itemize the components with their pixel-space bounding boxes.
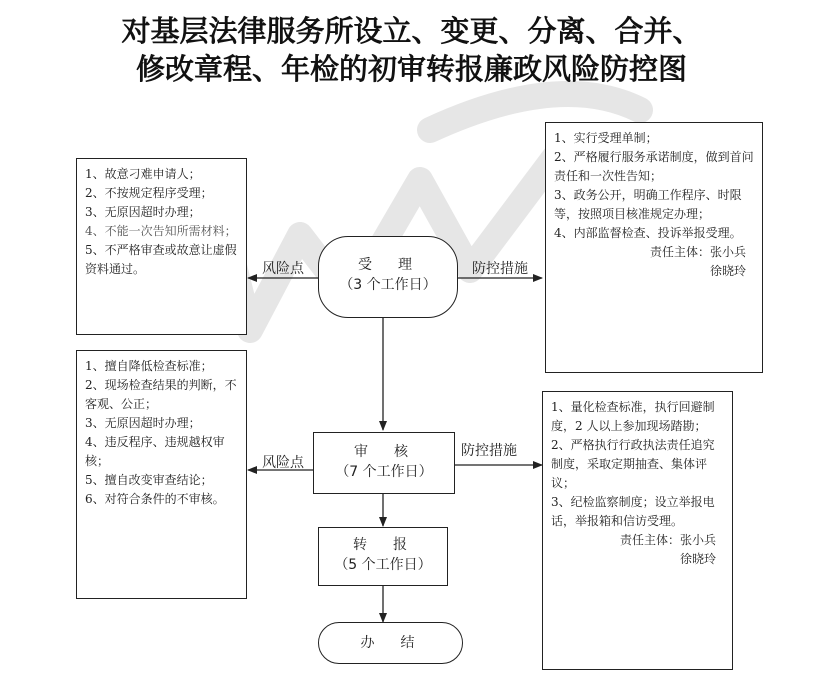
risk-item: 5、擅自改变审查结论； bbox=[85, 473, 213, 487]
label-control-2: 防控措施 bbox=[461, 443, 517, 459]
control-box-accept bbox=[545, 122, 763, 373]
risk-item: 6、对符合条件的不审核。 bbox=[85, 492, 225, 506]
node-accept bbox=[318, 236, 458, 318]
risk-item: 2、现场检查结果的判断，不客观、公正； bbox=[85, 378, 237, 411]
node-report-name: 转 报 bbox=[353, 537, 413, 553]
risk-item: 1、故意刁难申请人； bbox=[85, 167, 201, 181]
node-report-days: （5 个工作日） bbox=[334, 557, 432, 573]
control-item: 1、量化检查标准，执行回避制度，2 人以上参加现场踏勘； bbox=[551, 400, 715, 433]
control-item: 2、严格执行行政执法责任追究制度，采取定期抽查、集体评议； bbox=[551, 438, 715, 490]
node-review-name: 审 核 bbox=[354, 444, 414, 460]
control-item: 2、严格履行服务承诺制度，做到首问责任和一次性告知； bbox=[554, 150, 754, 183]
node-end bbox=[318, 622, 463, 664]
node-accept-days: （3 个工作日） bbox=[339, 277, 437, 293]
responsible-party-2: 徐晓玲 bbox=[709, 264, 746, 278]
control-item: 3、纪检监察制度；设立举报电话，举报箱和信访受理。 bbox=[551, 495, 715, 528]
risk-item: 3、无原因超时办理； bbox=[85, 416, 201, 430]
risk-item: 3、无原因超时办理； bbox=[85, 205, 201, 219]
node-end-name: 办 结 bbox=[360, 635, 421, 651]
control-item: 4、内部监督检查、投诉举报受理。 bbox=[554, 226, 742, 240]
label-risk-1: 风险点 bbox=[262, 261, 304, 277]
risk-item: 1、擅自降低检查标准； bbox=[85, 359, 213, 373]
label-control-1: 防控措施 bbox=[472, 261, 528, 277]
risk-box-accept bbox=[76, 158, 247, 335]
node-review-days: （7 个工作日） bbox=[335, 464, 433, 480]
control-box-review bbox=[542, 391, 733, 670]
risk-item: 4、违反程序、违规越权审核； bbox=[85, 435, 225, 468]
node-report bbox=[318, 527, 448, 586]
node-review bbox=[313, 432, 455, 494]
label-risk-2: 风险点 bbox=[262, 455, 304, 471]
title-line-2: 修改章程、年检的初审转报廉政风险防控图 bbox=[135, 52, 687, 86]
control-item: 3、政务公开，明确工作程序、时限等，按照项目核准规定办理； bbox=[554, 188, 742, 221]
risk-item: 5、不严格审查或故意让虚假资料通过。 bbox=[85, 243, 237, 276]
risk-item: 2、不按规定程序受理； bbox=[85, 186, 213, 200]
responsible-party-2: 徐晓玲 bbox=[679, 552, 716, 566]
node-accept-name: 受 理 bbox=[358, 257, 418, 273]
responsible-party: 责任主体：张小兵 bbox=[619, 533, 716, 547]
responsible-party: 责任主体：张小兵 bbox=[649, 245, 746, 259]
control-item: 1、实行受理单制； bbox=[554, 131, 658, 145]
title-line-1: 对基层法律服务所设立、变更、分离、合并、 bbox=[121, 14, 702, 48]
risk-box-review bbox=[76, 350, 247, 599]
risk-item: 4、不能一次告知所需材料； bbox=[85, 224, 237, 238]
